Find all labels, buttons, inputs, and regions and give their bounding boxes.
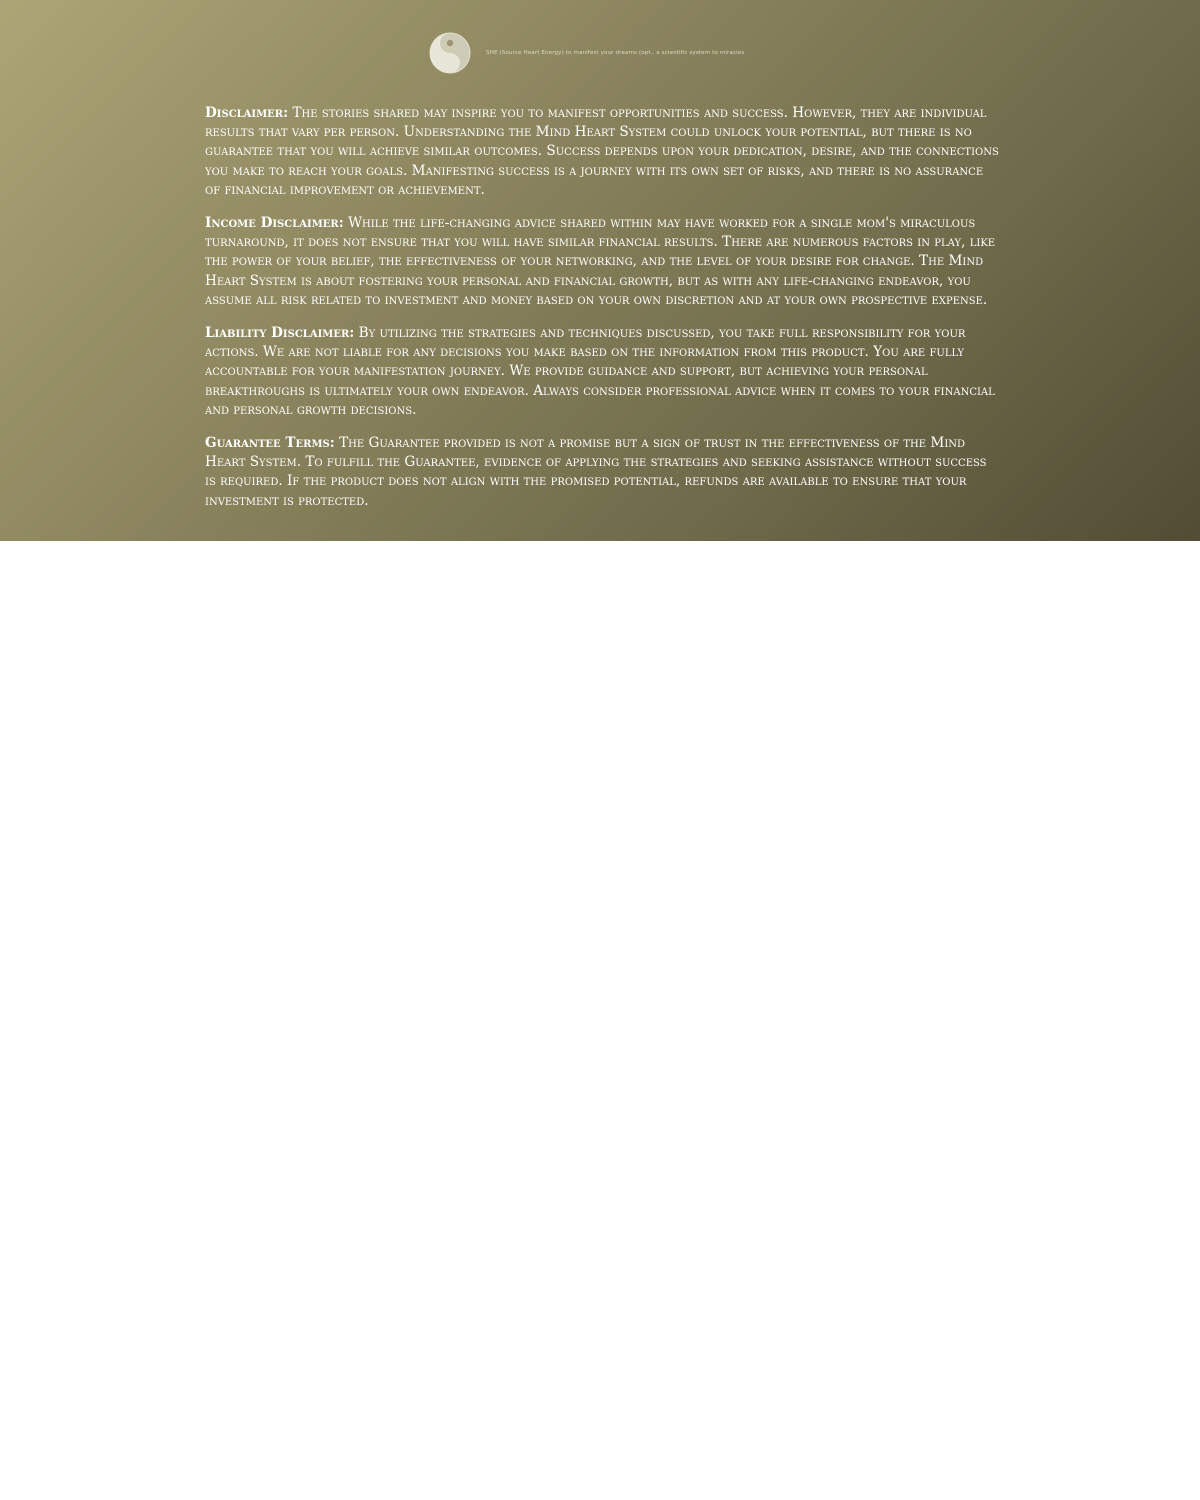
income-disclaimer-paragraph <box>205 214 1000 310</box>
yin-yang-icon[interactable] <box>429 32 471 74</box>
income-disclaimer-text: While the life-changing advice shared within may have worked for a single mom's miraculous turnaround, it does not ensure that you will have similar financial results. There are numerous factors in play, like the power of your belief, the effectiveness of your networking, and the level of your desire for change. The Mind Heart System is about fostering your personal and financial growth, but as with any life-changing endeavor, you assume all risk related to investment and money based on your own discretion and at your own prospective expense. <box>205 215 996 308</box>
guarantee-terms-label: Guarantee Terms: <box>205 435 335 452</box>
guarantee-terms-paragraph <box>205 434 1000 511</box>
disclaimer-label: Disclaimer: <box>205 105 289 121</box>
liability-disclaimer-text: By utilizing the strategies and techniques discussed, you take full responsibility for your actions. We are not liable for any decisions you make based on the information from this product. You are fully accountable for your manifestation journey. We provide guidance and support, but achieving your personal breakthroughs is ultimately your own endeavor. Always consider professional advice when it comes to your financial and personal growth decisions. <box>205 325 995 418</box>
brand-header <box>429 32 789 74</box>
disclaimer-content <box>205 104 1000 525</box>
income-disclaimer-label: Income Disclaimer: <box>205 215 344 232</box>
liability-disclaimer-paragraph <box>205 324 1000 420</box>
guarantee-terms-text: The Guarantee provided is not a promise but a sign of trust in the effectiveness of the Mind Heart System. To fulfill the Guarantee, evidence of applying the strategies and seeking assistance without success is required. If the product does not align with the promised potential, refunds are available to ensure that your investment is protected. <box>205 435 987 509</box>
liability-disclaimer-label: Liability Disclaimer: <box>205 325 355 342</box>
brand-tagline: SHE (Source Heart Energy) to manifest your dreams (opt.. a scientific system to miracles <box>486 50 745 56</box>
disclaimer-section <box>0 0 1200 541</box>
disclaimer-paragraph <box>205 104 1000 200</box>
disclaimer-text: The stories shared may inspire you to manifest opportunities and success. However, they are individual results that vary per person. Understanding the Mind Heart System could unlock your potential, but there is no guarantee that you will achieve similar outcomes. Success depends upon your dedication, desire, and the connections you make to reach your goals. Manifesting success is a journey with its own set of risks, and there is no assurance of financial improvement or achievement. <box>205 105 999 198</box>
